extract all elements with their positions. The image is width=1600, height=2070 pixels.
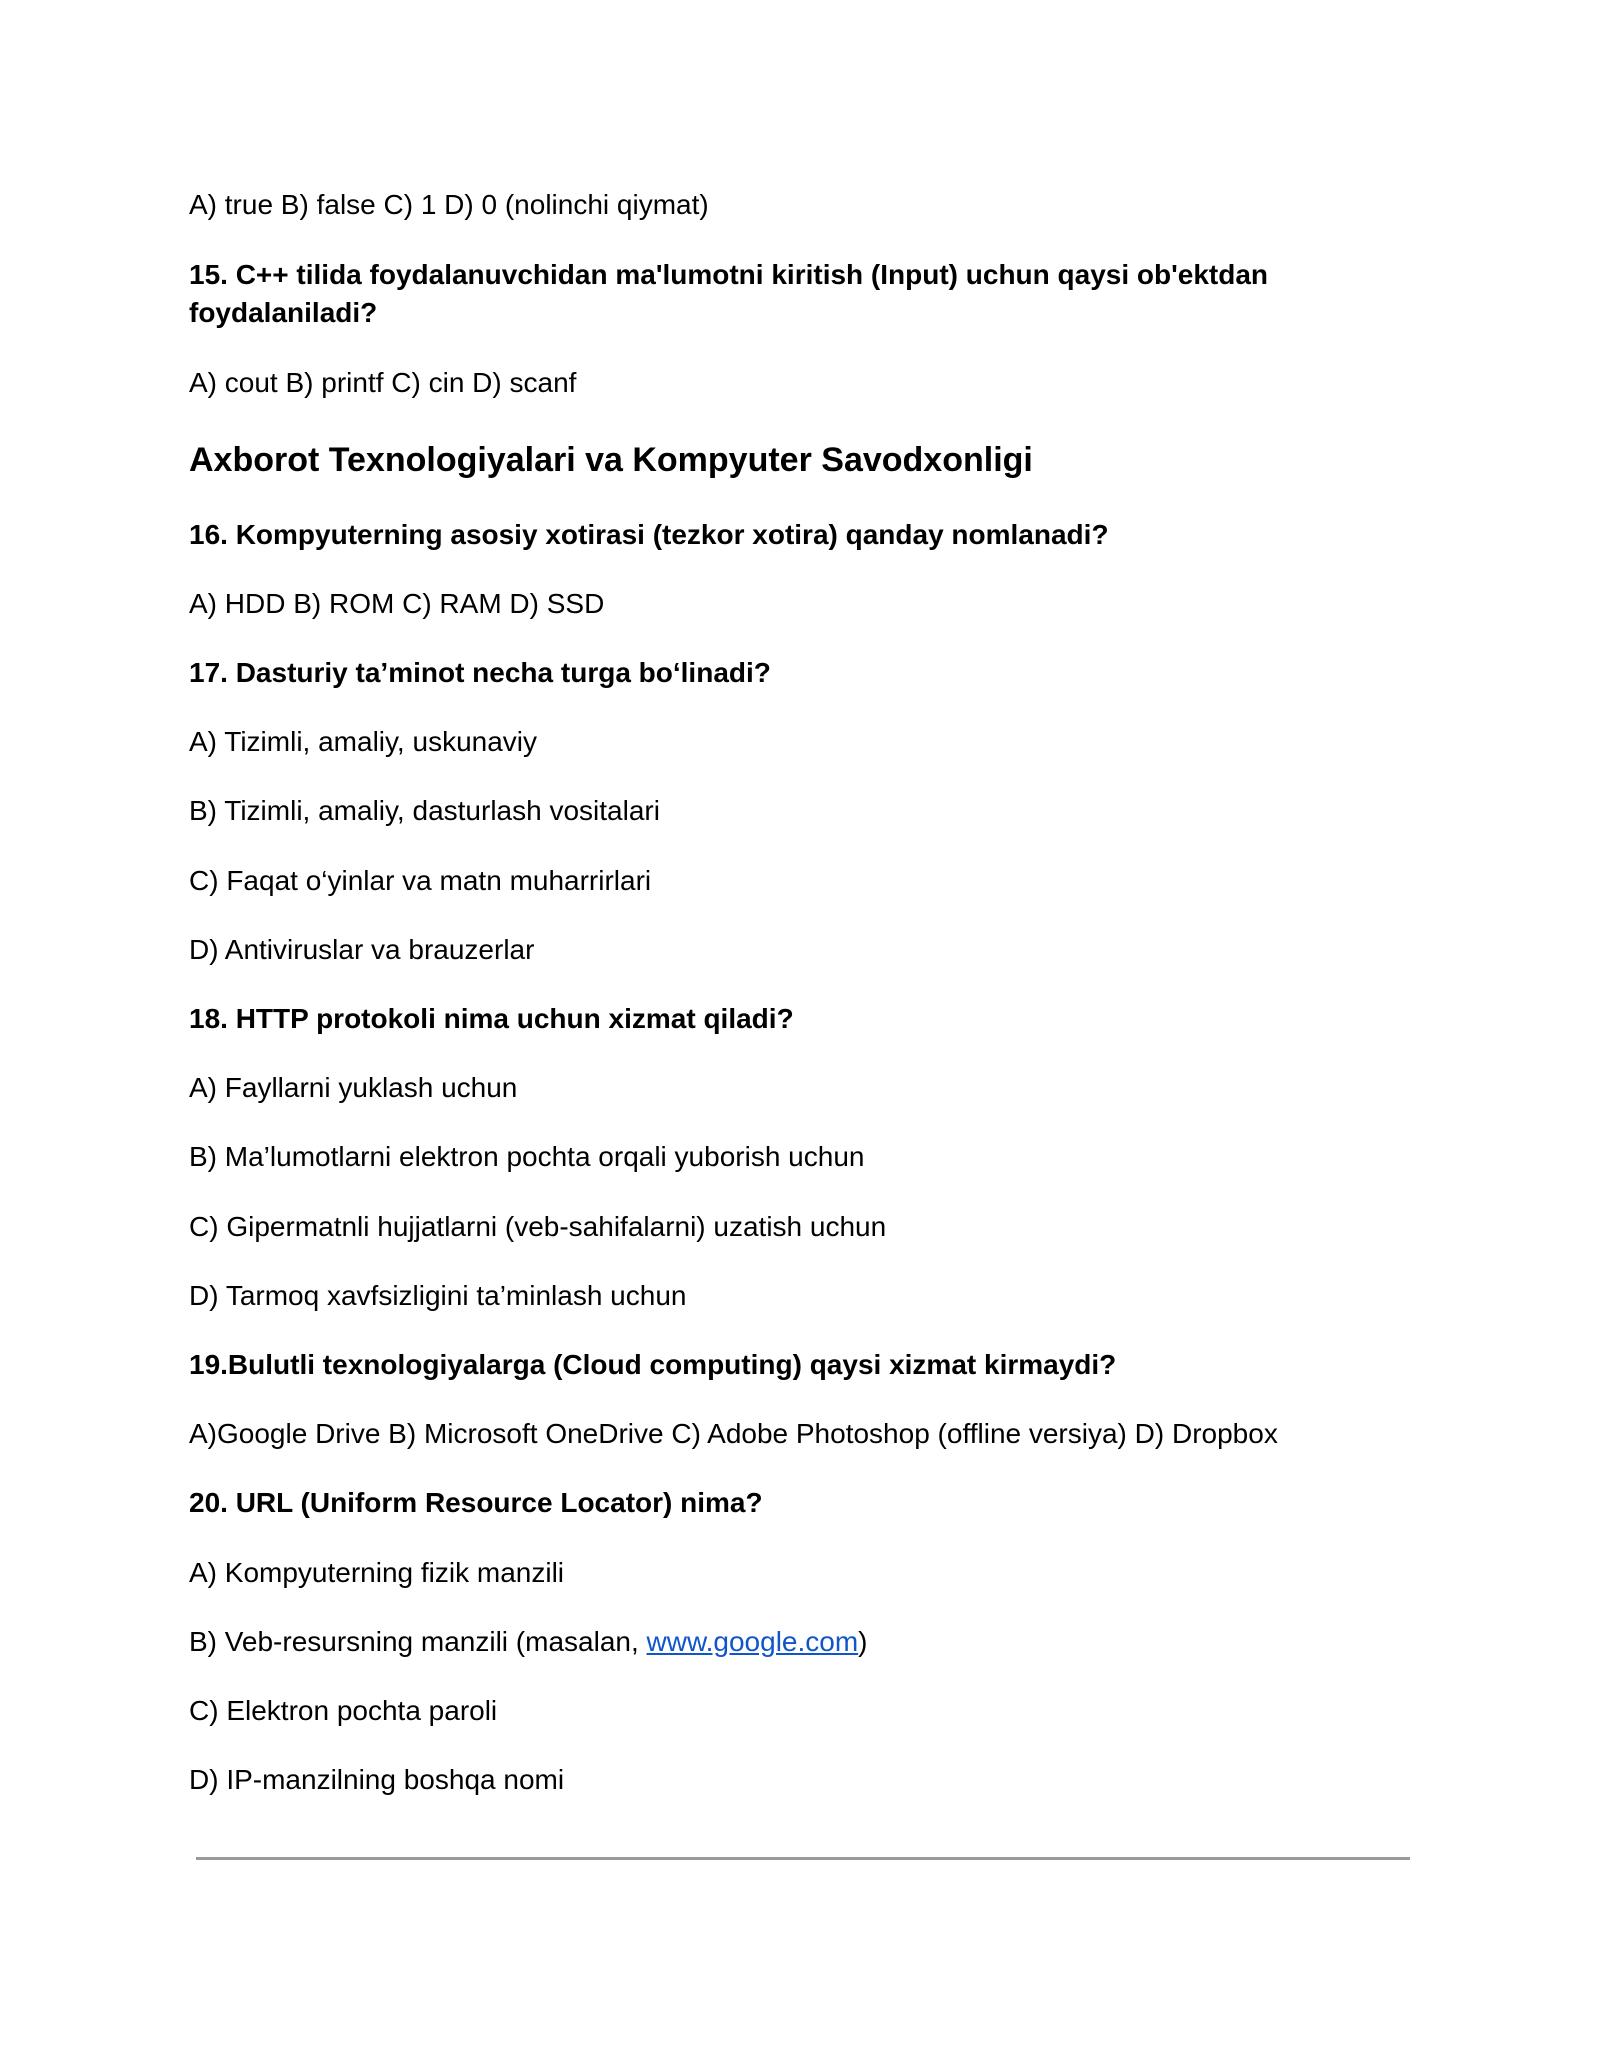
horizontal-rule xyxy=(196,1857,1410,1860)
answer-20-b-text: B) Veb-resursning manzili (masalan, xyxy=(189,1626,647,1657)
answer-17-c: C) Faqat o‘yinlar va matn muharrirlari xyxy=(189,865,652,896)
answer-17-b: B) Tizimli, amaliy, dasturlash vositalari xyxy=(189,795,660,826)
google-link[interactable]: www.google.com xyxy=(646,1626,859,1657)
question-15-line-2: foydalaniladi? xyxy=(189,297,378,328)
answer-18-d: D) Tarmoq xavfsizligini ta’minlash uchun xyxy=(189,1280,687,1311)
answer-20-d: D) IP-manzilning boshqa nomi xyxy=(189,1764,565,1795)
question-15-line-1: 15. C++ tilida foydalanuvchidan ma'lumotni kiritish (Input) uchun qaysi ob'ektdan xyxy=(189,259,1269,290)
answer-20-a: A) Kompyuterning fizik manzili xyxy=(189,1557,565,1588)
answer-17-a: A) Tizimli, amaliy, uskunaviy xyxy=(189,726,538,757)
answer-18-b: B) Ma’lumotlarni elektron pochta orqali yuborish uchun xyxy=(189,1141,865,1172)
question-19: 19.Bulutli texnologiyalarga (Cloud computing) qaysi xizmat kirmaydi? xyxy=(189,1349,1117,1380)
answer-options-15: A) cout B) printf C) cin D) scanf xyxy=(189,367,577,398)
answer-18-a: A) Fayllarni yuklash uchun xyxy=(189,1072,518,1103)
answer-20-b xyxy=(189,1625,868,1659)
answer-18-c: C) Gipermatnli hujjatlarni (veb-sahifalarni) uzatish uchun xyxy=(189,1211,887,1242)
answer-20-c: C) Elektron pochta paroli xyxy=(189,1695,498,1726)
answer-20-b-close: ) xyxy=(858,1626,868,1657)
question-17: 17. Dasturiy ta’minot necha turga bo‘linadi? xyxy=(189,657,771,688)
answer-options-16: A) HDD B) ROM C) RAM D) SSD xyxy=(189,588,605,619)
answer-options-14: A) true B) false C) 1 D) 0 (nolinchi qiymat) xyxy=(189,189,709,220)
section-heading: Axborot Texnologiyalari va Kompyuter Savodxonligi xyxy=(189,441,1033,479)
question-16: 16. Kompyuterning asosiy xotirasi (tezkor xotira) qanday nomlanadi? xyxy=(189,519,1109,550)
answer-17-d: D) Antiviruslar va brauzerlar xyxy=(189,934,535,965)
question-20: 20. URL (Uniform Resource Locator) nima? xyxy=(189,1487,763,1518)
answer-options-19: A)Google Drive B) Microsoft OneDrive C) Adobe Photoshop (offline versiya) D) Dropbox xyxy=(189,1418,1278,1449)
question-18: 18. HTTP protokoli nima uchun xizmat qiladi? xyxy=(189,1003,794,1034)
